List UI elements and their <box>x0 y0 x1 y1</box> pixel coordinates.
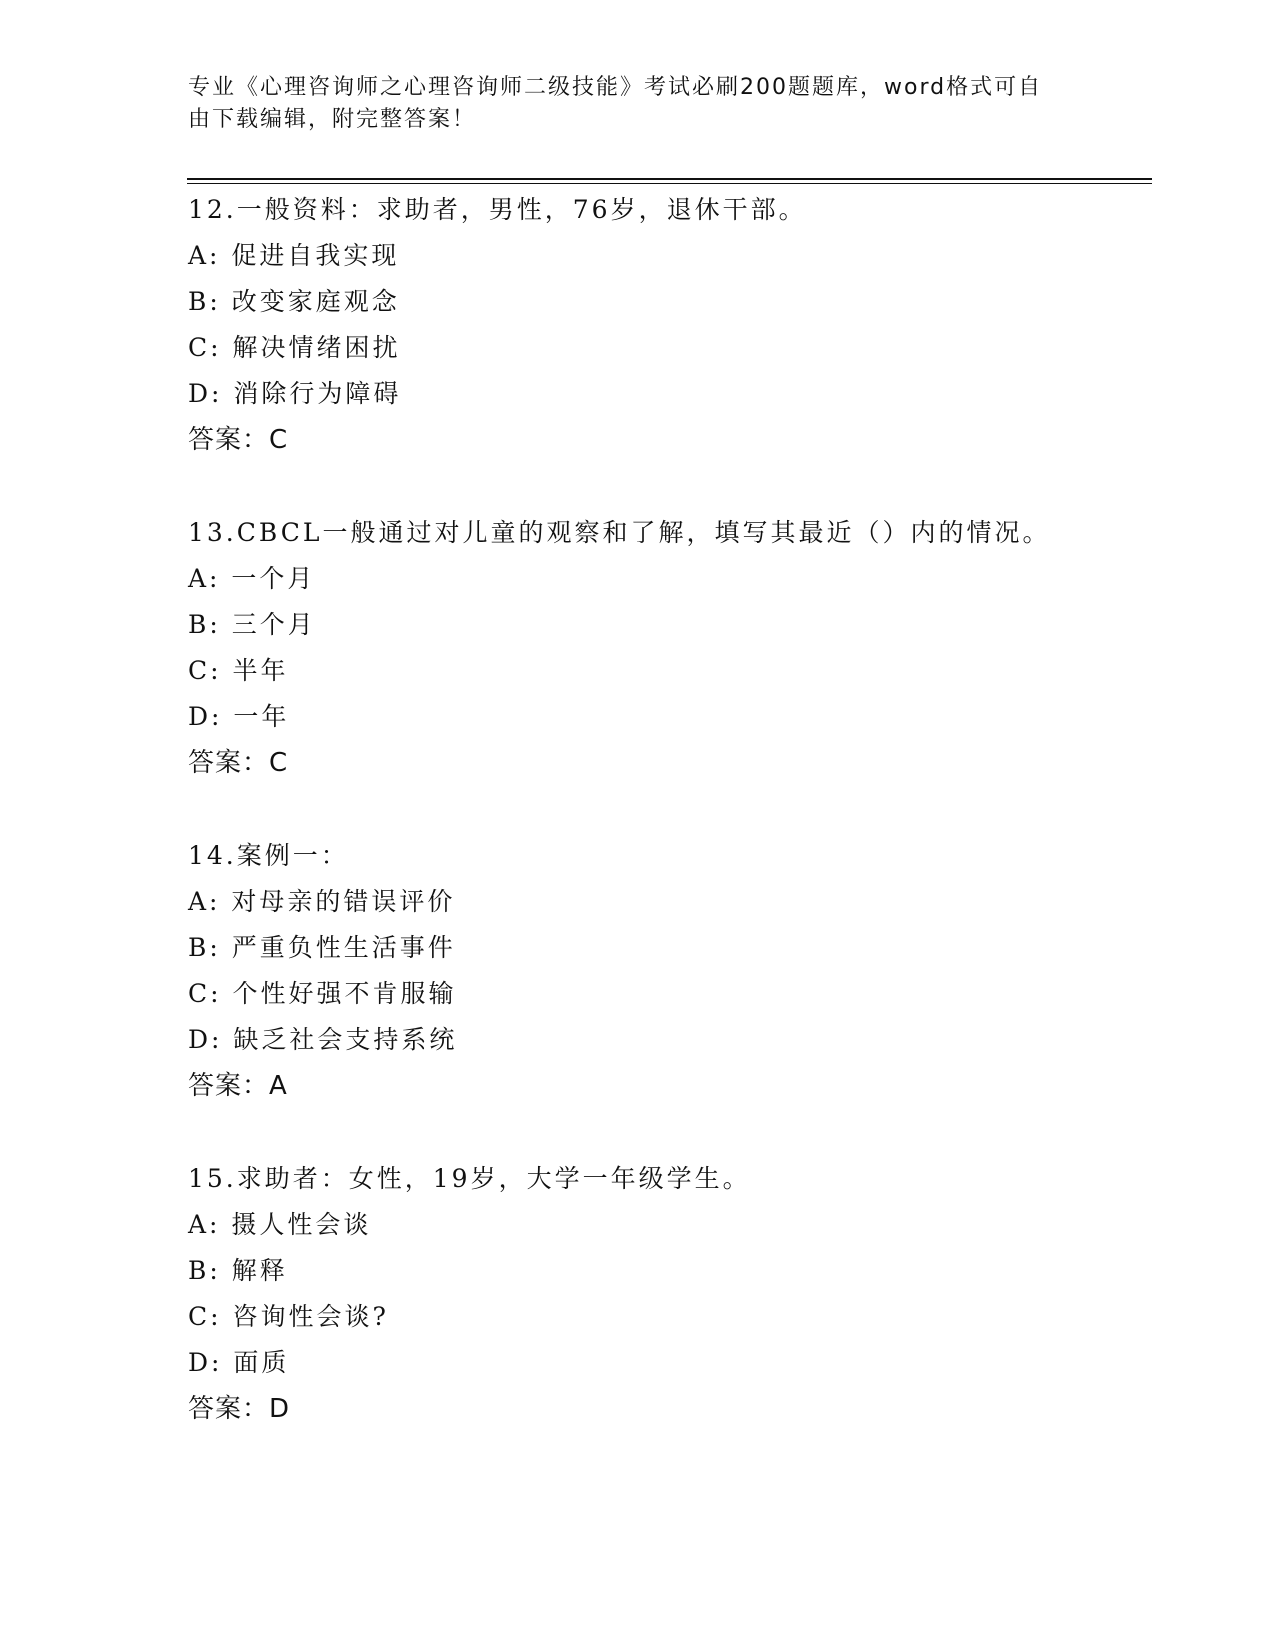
question-13 <box>188 510 1148 786</box>
option-d: D: 缺乏社会支持系统 <box>188 1025 458 1054</box>
header-divider-thick <box>187 178 1152 180</box>
answer: 答案：A <box>188 1071 288 1101</box>
option-b: B: 三个月 <box>188 610 316 639</box>
header-line-1: 专业《心理咨询师之心理咨询师二级技能》考试必刷200题题库，word格式可自 <box>188 75 1043 100</box>
option-c: C: 咨询性会谈? <box>188 1302 389 1331</box>
answer: 答案：C <box>188 748 289 778</box>
question-stem: 14.案例一： <box>188 841 349 870</box>
question-14 <box>188 833 1148 1109</box>
option-c: C: 个性好强不肯服输 <box>188 979 457 1008</box>
option-c: C: 解决情绪困扰 <box>188 333 401 362</box>
question-15 <box>188 1156 1148 1432</box>
header-divider-thin <box>187 183 1152 184</box>
option-a: A: 对母亲的错误评价 <box>188 887 456 916</box>
answer: 答案：D <box>188 1394 291 1424</box>
option-b: B: 改变家庭观念 <box>188 287 400 316</box>
document-header <box>188 72 1088 136</box>
option-a: A: 促进自我实现 <box>188 241 400 270</box>
option-b: B: 严重负性生活事件 <box>188 933 456 962</box>
option-d: D: 面质 <box>188 1348 290 1377</box>
option-a: A: 一个月 <box>188 564 316 593</box>
question-stem: 12.一般资料：求助者，男性，76岁，退休干部。 <box>188 195 807 224</box>
header-line-2: 由下载编辑，附完整答案！ <box>188 107 477 132</box>
option-b: B: 解释 <box>188 1256 288 1285</box>
question-stem: 15.求助者：女性，19岁，大学一年级学生。 <box>188 1164 751 1193</box>
answer: 答案：C <box>188 425 289 455</box>
option-c: C: 半年 <box>188 656 289 685</box>
option-d: D: 消除行为障碍 <box>188 379 402 408</box>
question-12 <box>188 187 1148 463</box>
option-d: D: 一年 <box>188 702 290 731</box>
option-a: A: 摄人性会谈 <box>188 1210 372 1239</box>
question-stem: 13.CBCL一般通过对儿童的观察和了解，填写其最近（）内的情况。 <box>188 518 1051 547</box>
